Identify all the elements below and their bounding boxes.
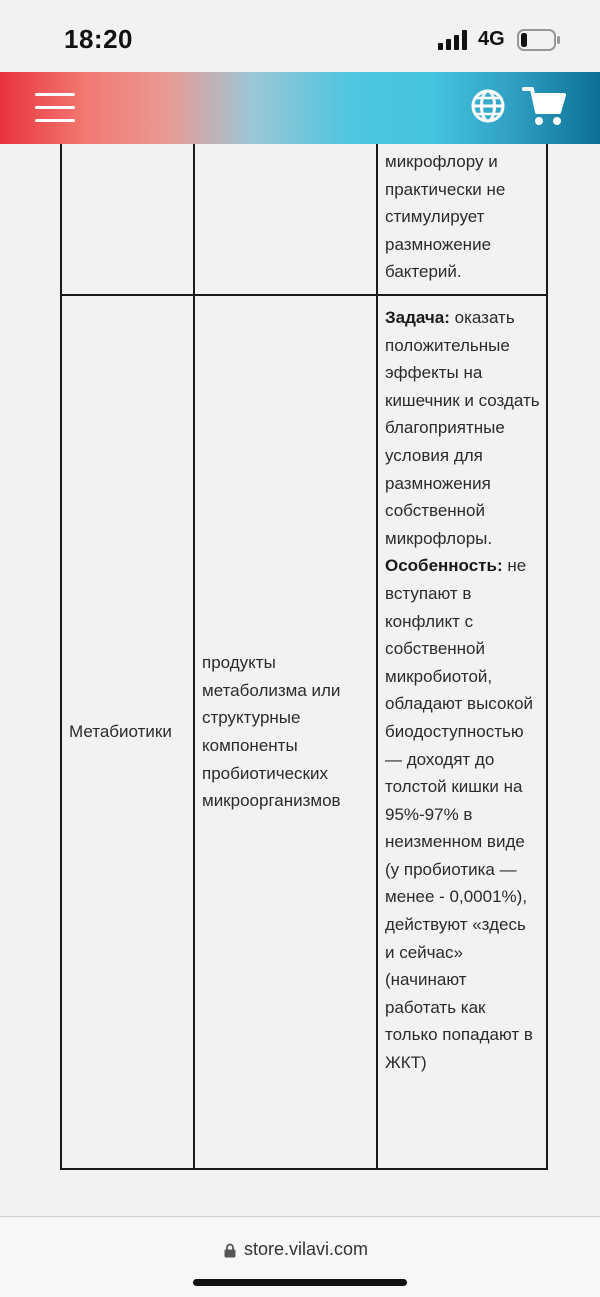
home-indicator[interactable]	[193, 1279, 407, 1286]
url-label[interactable]: store.vilavi.com	[244, 1239, 369, 1259]
globe-icon[interactable]	[468, 86, 508, 126]
status-bar	[0, 0, 600, 72]
notes-metabiotics	[377, 295, 547, 1169]
table-cell-term	[61, 144, 194, 295]
table-cell-notes: микрофлору и практически не стимулирует размножение бактерий.	[377, 144, 547, 295]
feature-text: не вступают в конфликт с собственной микробиотой, обладают высокой биодоступностью — доходят до толстой кишки на 95%-97% в неизменном виде (у пробиотика — менее - 0,0001%), действуют «здесь и сейчас» (начинают работать как только попадают в ЖКТ)	[385, 556, 534, 1073]
network-type-label: 4G	[478, 28, 505, 50]
cellular-signal-icon	[438, 30, 470, 50]
lock-icon	[224, 1243, 236, 1258]
site-header	[0, 72, 600, 144]
shopping-cart-icon[interactable]	[522, 84, 568, 128]
task-text: оказать положительные эффекты на кишечник и создать благоприятные условия для размножения собственной микрофлоры.	[385, 308, 540, 548]
page-content	[0, 144, 600, 1216]
table-cell-definition	[194, 144, 377, 295]
definition-metabiotics: продукты метаболизма или структурные компоненты пробиотических микроорганизмов	[194, 295, 377, 1169]
comparison-table	[60, 144, 548, 1170]
status-time: 18:20	[64, 24, 133, 54]
battery-icon	[517, 29, 561, 51]
term-metabiotics: Метабиотики	[61, 295, 194, 1169]
browser-address-bar[interactable]	[0, 1216, 600, 1297]
table-row	[61, 144, 547, 295]
task-label: Задача:	[385, 308, 450, 327]
table-row-metabiotics	[61, 295, 547, 1169]
feature-label: Особенность:	[385, 556, 503, 576]
hamburger-menu-icon[interactable]	[28, 86, 82, 130]
